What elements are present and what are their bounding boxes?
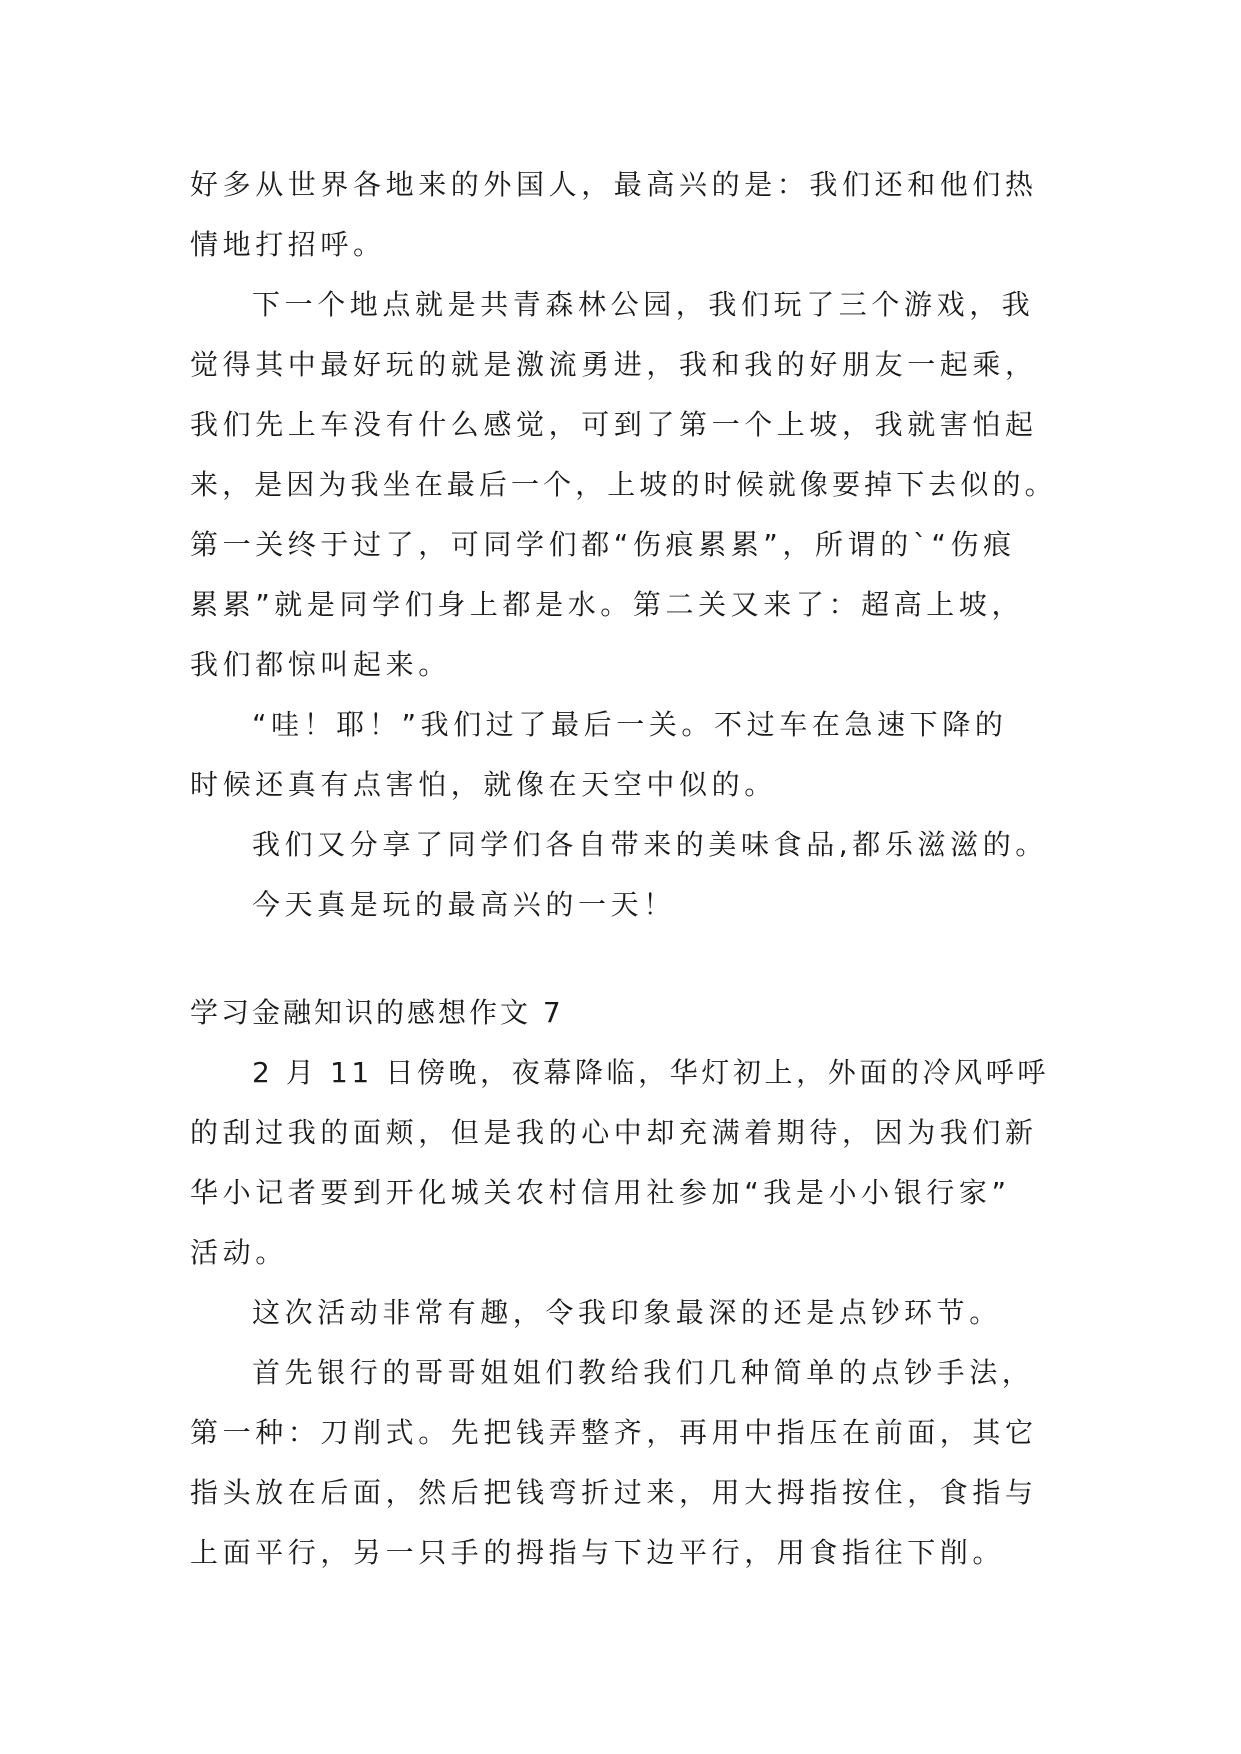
text-line: 我们先上车没有什么感觉，可到了第一个上坡，我就害怕起 [190,408,1038,441]
text-line: 华小记者要到开化城关农村信用社参加“我是小小银行家” [190,1176,1011,1209]
text-line: 好多从世界各地来的外国人，最高兴的是：我们还和他们热 [190,168,1038,201]
paragraph-start-line: 我们又分享了同学们各自带来的美味食品,都乐滋滋的。 [252,828,1048,861]
paragraph-start-line: 下一个地点就是共青森林公园，我们玩了三个游戏，我 [252,288,1035,321]
text-line: 第一关终于过了，可同学们都“伤痕累累”，所谓的`“伤痕 [190,528,1016,561]
text-line: 上面平行，另一只手的拇指与下边平行，用食指往下削。 [190,1536,1006,1569]
paragraph-start-line: “哇！耶！”我们过了最后一关。不过车在急速下降的 [252,708,1008,741]
text-line: 来，是因为我坐在最后一个，上坡的时候就像要掉下去似的。 [190,468,1057,501]
paragraph-start-line: 这次活动非常有趣，令我印象最深的还是点钞环节。 [252,1296,1002,1329]
text-line: 情地打招呼。 [190,228,386,261]
text-line: 我们都惊叫起来。 [190,648,451,681]
paragraph-start-line: 首先银行的哥哥姐姐们教给我们几种简单的点钞手法， [252,1356,1035,1389]
paragraph-start-line: 2 月 11 日傍晚，夜幕降临，华灯初上，外面的冷风呼呼 [252,1056,1049,1089]
text-line: 觉得其中最好玩的就是激流勇进，我和我的好朋友一起乘， [190,348,1038,381]
text-line: 时候还真有点害怕，就像在天空中似的。 [190,768,777,801]
text-line: 第一种：刀削式。先把钱弄整齐，再用中指压在前面，其它 [190,1416,1038,1449]
text-line: 累累”就是同学们身上都是水。第二关又来了：超高上坡， [190,588,1025,621]
section-heading: 学习金融知识的感想作文 7 [190,996,564,1029]
text-line: 指头放在后面，然后把钱弯折过来，用大拇指按住，食指与 [190,1476,1038,1509]
text-line: 活动。 [190,1236,288,1269]
text-line: 的刮过我的面颊，但是我的心中却充满着期待，因为我们新 [190,1116,1038,1149]
paragraph-start-line: 今天真是玩的最高兴的一天！ [252,888,676,921]
